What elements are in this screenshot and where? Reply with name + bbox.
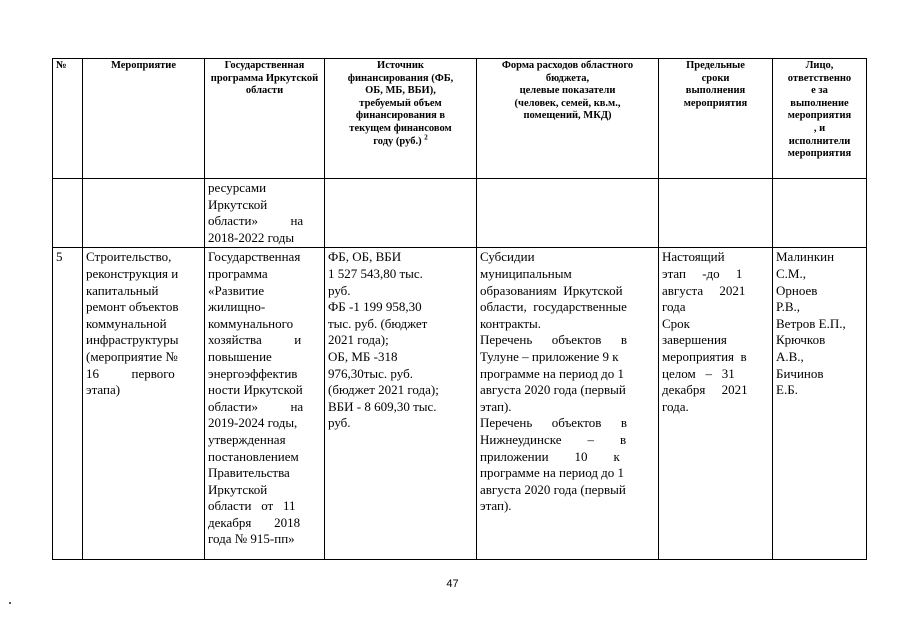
cell-source: ФБ, ОБ, ВБИ 1 527 543,80 тыс. руб. ФБ -1 199 958,30 тыс. руб. (бюджет 2021 года); ОБ, МБ -318 976,30тыс. руб. (бюджет 2021 года); ВБИ - 8 609,30 тыс. руб. [325, 248, 477, 560]
cell-num: 5 [53, 248, 83, 560]
cell-empty [477, 179, 659, 248]
cell-empty [83, 179, 205, 248]
cell-program: Государственная программа «Развитие жилищно- коммунального хозяйства и повышение энергоэффектив ности Иркутской области» на 2019-2024 годы, утвержденная постановлением Правительства Иркутской области от 11 декабря 2018 года № 915-пп» [205, 248, 325, 560]
cell-deadline: Настоящий этап -до 1 августа 2021 года Срок завершения мероприятия в целом – 31 декабря 2021 года. [659, 248, 773, 560]
cell-person: Малинкин С.М., Орноев Р.В., Ветров Е.П., Крючков А.В., Бичинов Е.Б. [773, 248, 867, 560]
page-number: 47 [446, 578, 459, 590]
table-row-continuation [53, 179, 867, 248]
header-person: Лицо, ответственно е за выполнение мероприятия , и исполнители мероприятия [773, 59, 867, 179]
header-num: № [53, 59, 83, 179]
cell-empty [659, 179, 773, 248]
document-table [52, 58, 867, 560]
header-deadline: Предельные сроки выполнения мероприятия [659, 59, 773, 179]
cell-empty [325, 179, 477, 248]
header-row [53, 59, 867, 179]
header-event: Мероприятие [83, 59, 205, 179]
footnote-mark: 2 [424, 133, 428, 142]
cell-empty [53, 179, 83, 248]
cell-event: Строительство, реконструкция и капитальный ремонт объектов коммунальной инфраструктуры (мероприятие № 16 первого этапа) [83, 248, 205, 560]
cell-form: Субсидии муниципальным образованиям Иркутской области, государственные контракты. Перечень объектов в Тулуне – приложение 9 к программе на период до 1 августа 2020 года (первый этап). Перечень объектов в Нижнеудинске – в приложении 10 к программе на период до 1 августа 2020 года (первый этап). [477, 248, 659, 560]
header-source: Источник финансирования (ФБ, ОБ, МБ, ВБИ), требуемый объем финансирования в текущем финансовом году (руб.) $^2$ [325, 59, 477, 179]
scan-speck [9, 602, 11, 604]
header-form: Форма расходов областного бюджета, целевые показатели (человек, семей, кв.м., помещений, МКД) [477, 59, 659, 179]
cell-empty [773, 179, 867, 248]
cell-program-continued: ресурсами Иркутской области» на 2018-2022 годы [205, 179, 325, 248]
table-row-5 [53, 248, 867, 560]
header-program: Государственная программа Иркутской области [205, 59, 325, 179]
